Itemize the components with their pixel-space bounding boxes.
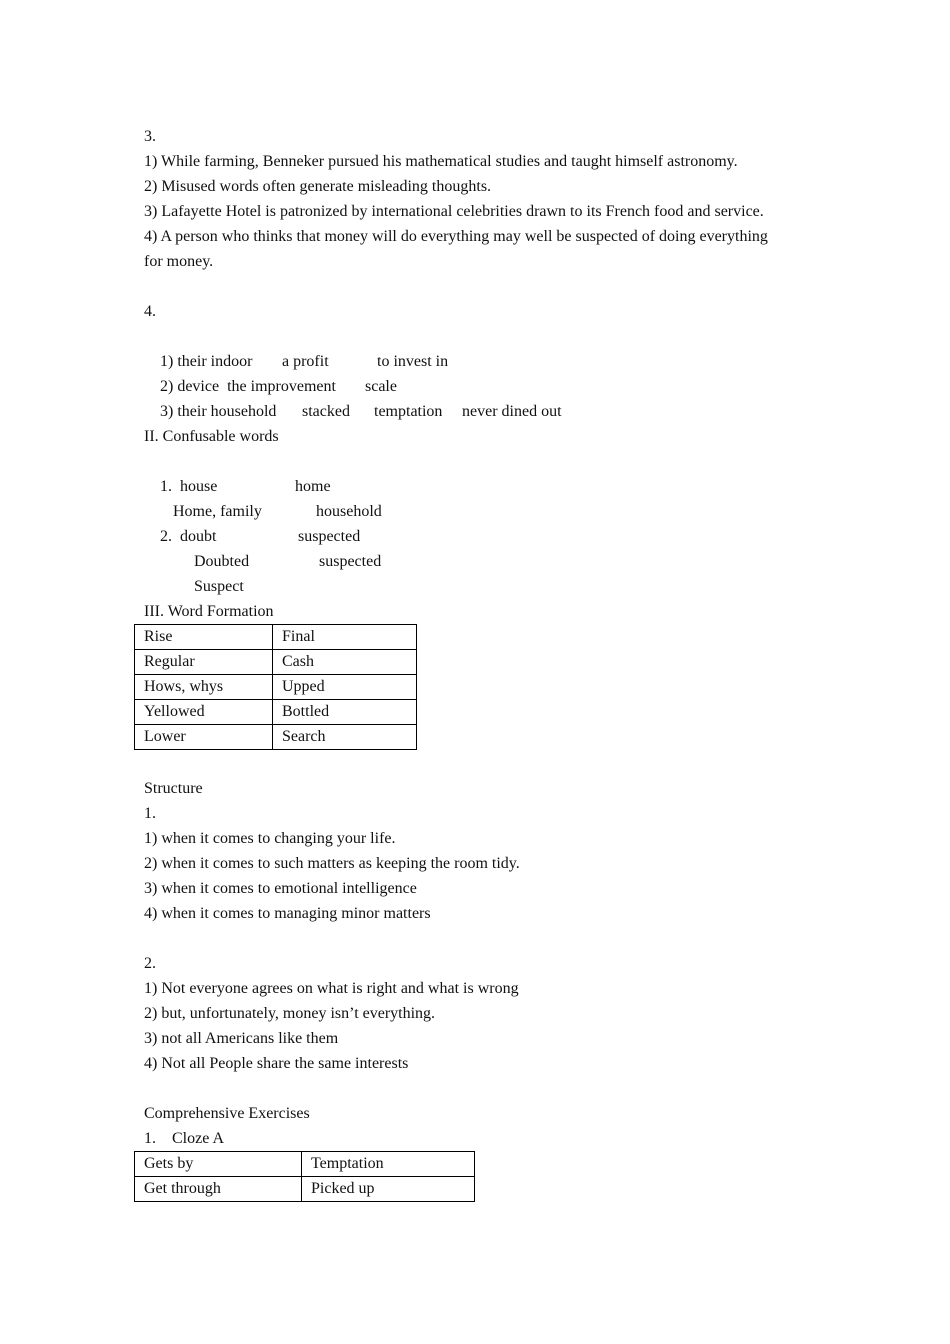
answer: 2) device the improvement <box>160 378 336 395</box>
sec4-row-1 <box>144 324 824 370</box>
structure-title: Structure <box>144 780 203 797</box>
table-cell: Lower <box>135 725 273 750</box>
structure-g1-item: 2) when it comes to such matters as keeping the room tidy. <box>144 855 520 872</box>
answer: never dined out <box>462 403 562 420</box>
table-cell: Temptation <box>302 1152 475 1177</box>
cloze-label: 1. Cloze A <box>144 1130 224 1147</box>
structure-g1-item: 4) when it comes to managing minor matters <box>144 905 431 922</box>
section-4-number: 4. <box>144 303 156 320</box>
cloze-table <box>134 1151 475 1202</box>
table-cell: Final <box>273 625 417 650</box>
structure-g1-item: 1) when it comes to changing your life. <box>144 830 396 847</box>
table-cell: Upped <box>273 675 417 700</box>
table-row <box>135 1152 475 1177</box>
table-row <box>135 625 417 650</box>
structure-g2-item: 3) not all Americans like them <box>144 1030 339 1047</box>
table-row <box>135 725 417 750</box>
table-cell: Rise <box>135 625 273 650</box>
table-cell: Regular <box>135 650 273 675</box>
table-cell: Yellowed <box>135 700 273 725</box>
answer: stacked <box>302 403 350 420</box>
confusable-title: II. Confusable words <box>144 428 279 445</box>
comprehensive-title: Comprehensive Exercises <box>144 1105 310 1122</box>
sec3-item-4-cont: for money. <box>144 253 214 270</box>
answer: 1. house <box>160 478 218 495</box>
section-3-number: 3. <box>144 128 156 145</box>
answer: 3) their household <box>160 403 277 420</box>
document-page <box>144 124 824 1202</box>
sec3-item-3: 3) Lafayette Hotel is patronized by international celebrities drawn to its French food and service. <box>144 203 764 220</box>
answer: 2. doubt <box>160 528 217 545</box>
table-row <box>135 700 417 725</box>
answer: temptation <box>374 403 443 420</box>
answer: suspected <box>298 528 361 545</box>
word-formation-table <box>134 624 417 750</box>
answer: scale <box>365 378 397 395</box>
table-cell: Cash <box>273 650 417 675</box>
structure-group-1-number: 1. <box>144 805 156 822</box>
answer: a profit <box>282 353 329 370</box>
answer: household <box>316 503 382 520</box>
answer: 1) their indoor <box>160 353 253 370</box>
table-cell: Bottled <box>273 700 417 725</box>
sec3-item-2: 2) Misused words often generate misleading thoughts. <box>144 178 492 195</box>
structure-g2-item: 1) Not everyone agrees on what is right and what is wrong <box>144 980 519 997</box>
table-cell: Hows, whys <box>135 675 273 700</box>
confusable-row-1 <box>144 449 824 495</box>
structure-group-2-number: 2. <box>144 955 156 972</box>
structure-g1-item: 3) when it comes to emotional intelligence <box>144 880 417 897</box>
sec3-item-1: 1) While farming, Benneker pursued his mathematical studies and taught himself astronomy. <box>144 153 738 170</box>
table-cell: Picked up <box>302 1177 475 1202</box>
answer: suspected <box>319 553 382 570</box>
table-row <box>135 675 417 700</box>
table-row <box>135 650 417 675</box>
sec3-item-4: 4) A person who thinks that money will do everything may well be suspected of doing everything <box>144 228 768 245</box>
answer: home <box>295 478 331 495</box>
word-formation-title: III. Word Formation <box>144 603 274 620</box>
structure-g2-item: 2) but, unfortunately, money isn’t everything. <box>144 1005 436 1022</box>
answer: Doubted <box>194 553 250 570</box>
structure-g2-item: 4) Not all People share the same interests <box>144 1055 409 1072</box>
table-cell: Search <box>273 725 417 750</box>
answer: Home, family <box>173 503 262 520</box>
answer: Suspect <box>194 578 244 595</box>
table-cell: Gets by <box>135 1152 302 1177</box>
table-cell: Get through <box>135 1177 302 1202</box>
table-row <box>135 1177 475 1202</box>
answer: to invest in <box>377 353 449 370</box>
